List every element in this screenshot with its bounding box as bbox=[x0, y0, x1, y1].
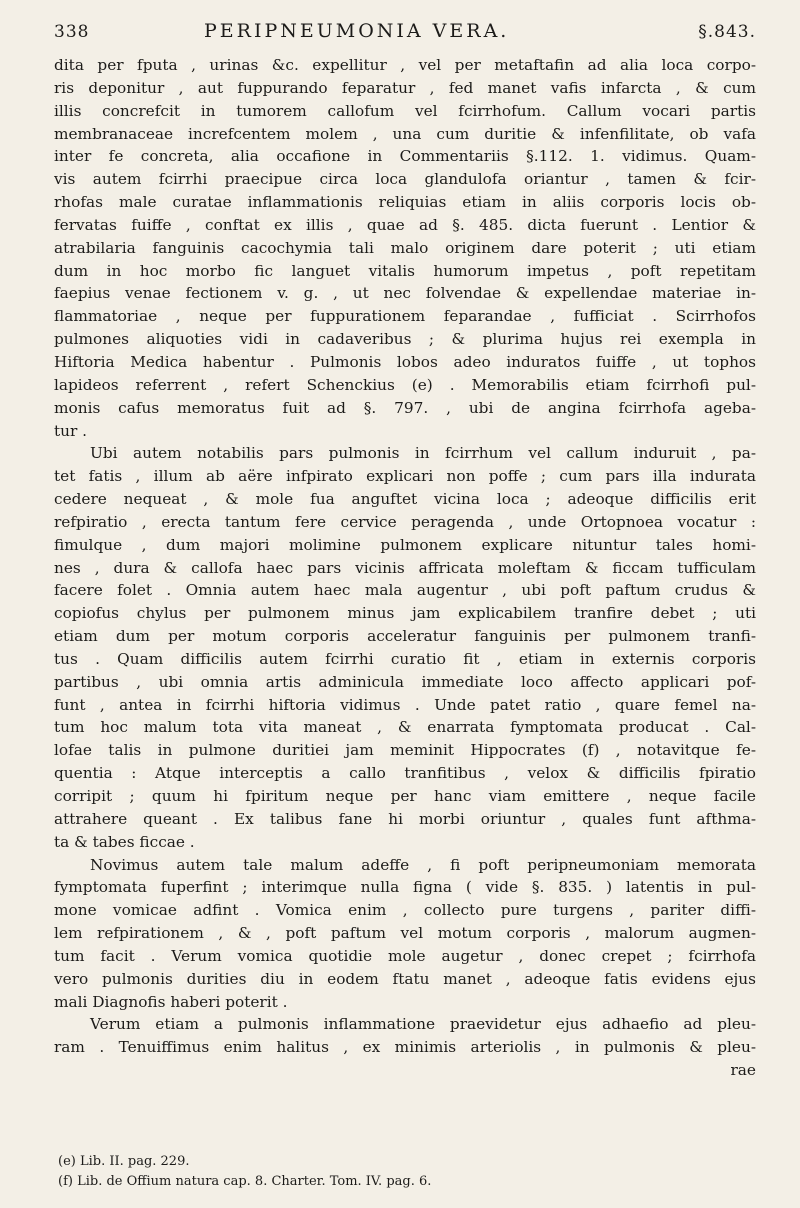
text-line: lapideos referrent , refert Schenckius (e) . Memorabilis etiam fcirrhofi pul- bbox=[54, 375, 756, 394]
text-line: nes , dura & callofa haec pars vicinis affricata moleftam & ficcam tufficulam bbox=[54, 558, 756, 577]
text-line: copiofus chylus per pulmonem minus jam explicabilem tranfire debet ; uti bbox=[54, 604, 756, 623]
text-line: inter fe concreta, alia occafione in Commentariis §.112. 1. vidimus. Quam- bbox=[54, 147, 756, 166]
text-line: tum facit . Verum vomica quotidie mole augetur , donec crepet ; fcirrhofa bbox=[54, 946, 756, 965]
section-number: §.843. bbox=[698, 22, 756, 42]
body-text bbox=[54, 54, 756, 1082]
text-line: refpiratio , erecta tantum fere cervice peragenda , unde Ortopnoea vocatur : bbox=[54, 512, 756, 531]
text-line: etiam dum per motum corporis acceleratur fanguinis per pulmonem tranfi- bbox=[54, 627, 756, 646]
text-line: ram . Tenuiffimus enim halitus , ex minimis arteriolis , in pulmonis & pleu- bbox=[54, 1038, 756, 1057]
text-line: Verum etiam a pulmonis inflammatione praevidetur ejus adhaefio ad pleu- bbox=[90, 1015, 756, 1034]
text-line: mone vomicae adfint . Vomica enim , collecto pure turgens , pariter diffi- bbox=[54, 901, 756, 920]
text-line: fymptomata fuperfint ; interimque nulla figna ( vide §. 835. ) latentis in pul- bbox=[54, 878, 756, 897]
text-line: flammatoriae , neque per fuppurationem feparandae , fufficiat . Scirrhofos bbox=[54, 307, 756, 326]
text-line: facere folet . Omnia autem haec mala augentur , ubi poft paftum crudus & bbox=[54, 581, 756, 600]
text-line: Hiftoria Medica habentur . Pulmonis lobos adeo induratos fuiffe , ut tophos bbox=[54, 352, 756, 371]
text-line: fimulque , dum majori molimine pulmonem explicare nituntur tales homi- bbox=[54, 535, 756, 554]
page-number: 338 bbox=[54, 22, 90, 42]
text-line: mali Diagnofis haberi poterit . bbox=[54, 992, 288, 1011]
running-header bbox=[54, 20, 756, 48]
text-line: ris deponitur , aut fuppurando feparatur , fed manet vafis infarcta , & cum bbox=[54, 78, 756, 97]
text-line: faepius venae fectionem v. g. , ut nec folvendae & expellendae materiae in- bbox=[54, 284, 756, 303]
text-line: lofae talis in pulmone duritiei jam meminit Hippocrates (f) , notavitque fe- bbox=[54, 741, 756, 760]
text-line: Novimus autem tale malum adeffe , fi poft peripneumoniam memorata bbox=[90, 855, 756, 874]
text-line: tus . Quam difficilis autem fcirrhi curatio fit , etiam in externis corporis bbox=[54, 649, 756, 668]
text-line: illis concrefcit in tumorem callofum vel fcirrhofum. Callum vocari partis bbox=[54, 101, 756, 120]
text-line: dita per fputa , urinas &c. expellitur , vel per metaftafin ad alia loca corpo- bbox=[54, 56, 756, 74]
text-line: Ubi autem notabilis pars pulmonis in fcirrhum vel callum induruit , pa- bbox=[90, 444, 756, 463]
text-line: monis cafus memoratus fuit ad §. 797. , ubi de angina fcirrhofa ageba- bbox=[54, 398, 756, 417]
text-line: lem refpirationem , & , poft paftum vel motum corporis , malorum augmen- bbox=[54, 924, 756, 943]
text-line: membranaceae increfcentem molem , una cum duritie & infenfilitate, ob vafa bbox=[54, 124, 756, 143]
text-line: atrabilaria fanguinis cacochymia tali malo originem dare poterit ; uti etiam bbox=[54, 238, 756, 257]
catchword: rae bbox=[730, 1061, 756, 1080]
footnote: (e) Lib. II. pag. 229. bbox=[58, 1154, 190, 1169]
text-line: corripit ; quum hi fpiritum neque per hanc viam emittere , neque facile bbox=[54, 787, 756, 805]
text-line: fervatas fuiffe , conftat ex illis , quae ad §. 485. dicta fuerunt . Lentior & bbox=[54, 215, 756, 234]
text-line: ta & tabes ficcae . bbox=[54, 832, 195, 851]
text-line: funt , antea in fcirrhi hiftoria vidimus . Unde patet ratio , quare femel na- bbox=[54, 695, 756, 714]
text-line: attrahere queant . Ex talibus fane hi morbi oriuntur , quales funt afthma- bbox=[54, 809, 756, 828]
text-line: rhofas male curatae inflammationis reliquias etiam in aliis corporis locis ob- bbox=[54, 193, 756, 212]
text-line: tum hoc malum tota vita maneat , & enarrata fymptomata producat . Cal- bbox=[54, 718, 756, 737]
text-line: partibus , ubi omnia artis adminicula immediate loco affecto applicari pof- bbox=[54, 672, 756, 691]
text-line: vero pulmonis durities diu in eodem ftatu manet , adeoque fatis evidens ejus bbox=[54, 969, 756, 988]
text-line: vis autem fcirrhi praecipue circa loca glandulofa oriantur , tamen & fcir- bbox=[54, 170, 756, 189]
running-title: PERIPNEUMONIA VERA. bbox=[204, 20, 510, 42]
text-line: tur . bbox=[54, 421, 88, 440]
text-line: cedere nequeat , & mole fua anguftet vicina loca ; adeoque difficilis erit bbox=[54, 490, 756, 509]
footnotes bbox=[58, 1152, 758, 1192]
footnote: (f) Lib. de Offium natura cap. 8. Charter. Tom. IV. pag. 6. bbox=[58, 1174, 432, 1189]
text-line: quentia : Atque interceptis a callo tranfitibus , velox & difficilis fpiratio bbox=[54, 764, 756, 783]
text-line: dum in hoc morbo fic languet vitalis humorum impetus , poft repetitam bbox=[54, 261, 756, 280]
text-line: tet fatis , illum ab aëre infpirato explicari non poffe ; cum pars illa indurata bbox=[54, 467, 756, 486]
text-line: pulmones aliquoties vidi in cadaveribus ; & plurima hujus rei exempla in bbox=[54, 330, 756, 349]
